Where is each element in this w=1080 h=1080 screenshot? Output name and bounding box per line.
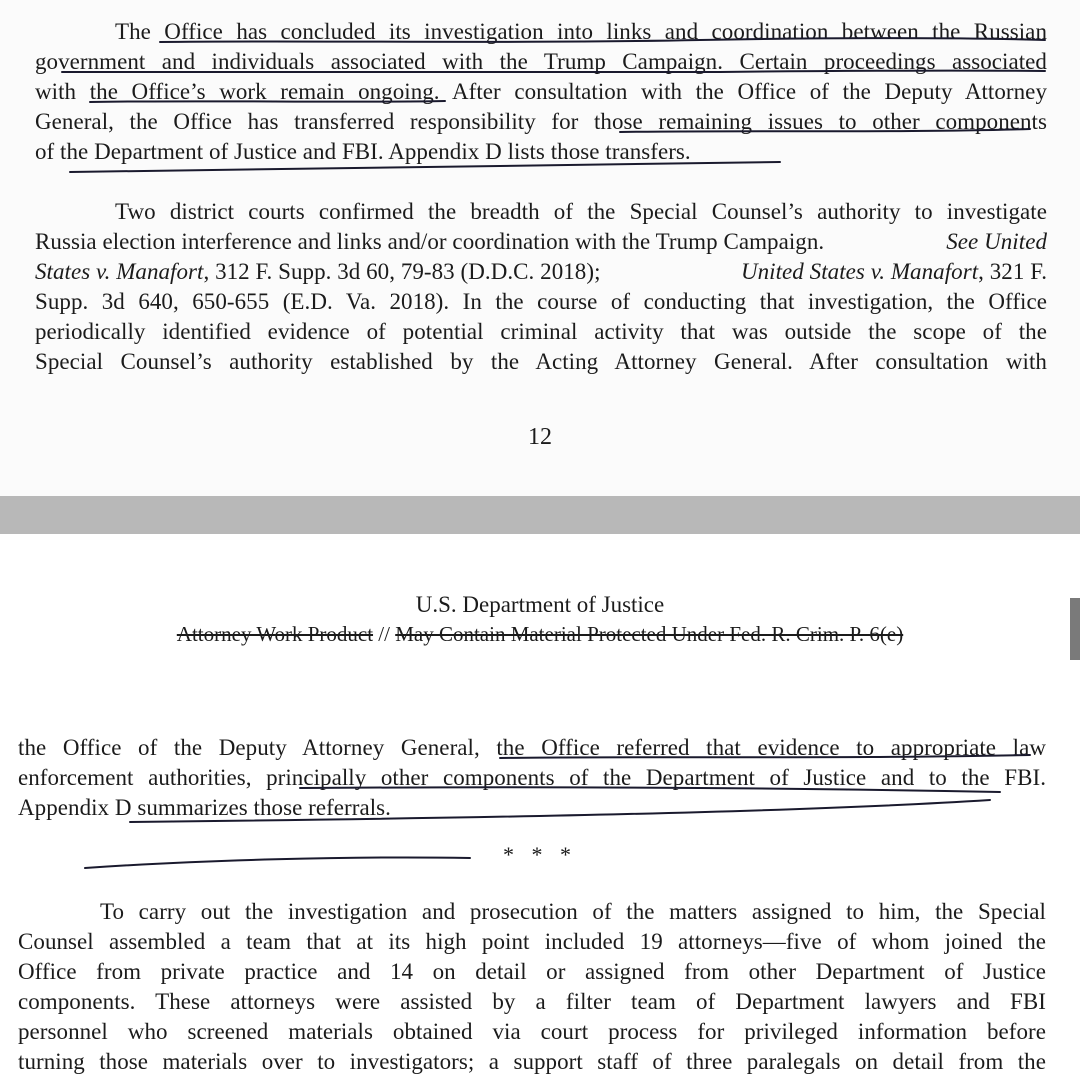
document-header-marking [0, 622, 1080, 647]
text-line: periodically identified evidence of potential criminal activity that was outside the scope of the [35, 319, 1047, 344]
case-citation: United States v. Manafort [740, 259, 979, 284]
text-span [35, 257, 601, 287]
text-line: Appendix D summarizes those referrals. [18, 795, 391, 820]
text-line: enforcement authorities, principally other components of the Department of Justice and to the FBI. [18, 765, 1046, 790]
text-line: The Office has concluded its investigation into links and coordination between the Russian [115, 19, 1047, 44]
text-line: Two district courts confirmed the breadth of the Special Counsel’s authority to investigate [115, 199, 1047, 224]
text-line: Counsel assembled a team that at its high point included 19 attorneys—five of whom joined the [18, 929, 1046, 954]
text-line: Office from private practice and 14 on detail or assigned from other Department of Justice [18, 959, 1046, 984]
text-line: personnel who screened materials obtained via court process for privileged information before [18, 1019, 1046, 1044]
document-header-title: U.S. Department of Justice [415, 592, 665, 617]
section-break: * * * [503, 842, 577, 867]
text-line: government and individuals associated with the Trump Campaign. Certain proceedings associated [35, 49, 1047, 74]
struck-marking: May Contain Material Protected Under Fed. R. Crim. P. 6(e) [395, 622, 904, 646]
text-line: the Office of the Deputy Attorney General, the Office referred that evidence to appropriate law [18, 735, 1046, 760]
page-divider [0, 496, 1080, 534]
text-line: turning those materials over to investigators; a support staff of three paralegals on detail from the [18, 1049, 1046, 1074]
text-line: To carry out the investigation and prosecution of the matters assigned to him, the Special [100, 899, 1046, 924]
scrollbar-thumb[interactable] [1070, 598, 1080, 660]
struck-marking: Attorney Work Product [176, 622, 374, 646]
case-citation: States v. Manafort [35, 259, 204, 284]
text-line: with the Office’s work remain ongoing. After consultation with the Office of the Deputy Attorney [35, 79, 1047, 104]
text-span: , 321 F. [978, 259, 1047, 284]
text-line [35, 257, 1047, 287]
marking-separator: // [373, 622, 396, 646]
text-line [35, 227, 1047, 257]
text-span: Russia election interference and links and/or coordination with the Trump Campaign. [35, 229, 825, 254]
text-line: components. These attorneys were assisted by a filter team of Department lawyers and FBI [18, 989, 1046, 1014]
text-line: Special Counsel’s authority established by the Acting Attorney General. After consultation with [35, 349, 1047, 374]
text-line: of the Department of Justice and FBI. Appendix D lists those transfers. [35, 139, 691, 164]
top-document-page [0, 0, 1080, 496]
text-line: Supp. 3d 640, 650-655 (E.D. Va. 2018). In the course of conducting that investigation, the Office [35, 289, 1047, 314]
page-number: 12 [528, 424, 552, 450]
text-span: , 312 F. Supp. 3d 60, 79-83 (D.D.C. 2018); [203, 259, 601, 284]
case-citation: See United [946, 229, 1047, 254]
text-line: General, the Office has transferred responsibility for those remaining issues to other components [35, 109, 1047, 134]
text-span [741, 257, 1047, 287]
